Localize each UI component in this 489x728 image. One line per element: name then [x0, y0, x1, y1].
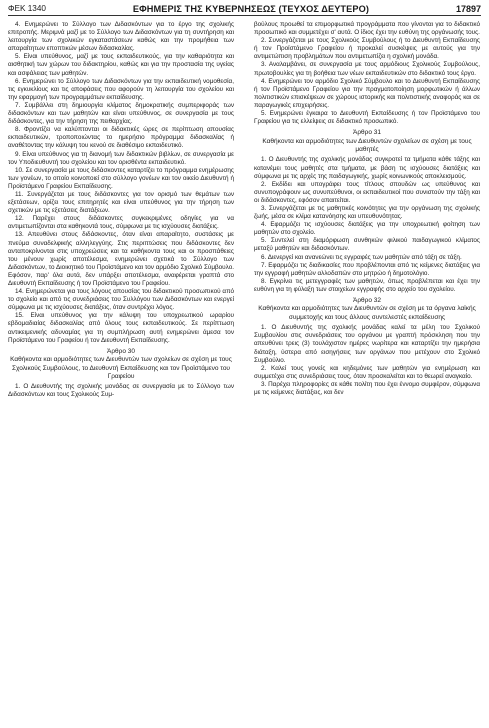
article-number: Άρθρο 31	[353, 129, 381, 137]
article-32-heading	[254, 297, 480, 322]
page-number: 17897	[455, 4, 481, 14]
paragraph: 13. Απευθύνει στους διδάσκοντες, όταν είναι απαραίτητο, συστάσεις με πνεύμα συναδελφικής αλληλεγγύης. Στις περιπτώσεις που διδάσκοντες δεν ανταποκρίνονται στις υποχρεώσεις και τα καθήκοντα τους και οι προσπάθειες του μένουν χωρίς αποτέλεσμα, ενημερώνει σχετικά το Σύλλογο των Διδασκόντων, το Διοικητικό του Προϊστάμενο και τον αρμόδιο Σχολικό Σύμβουλο. Εφόσον, παρ' όλα αυτά, δεν υπάρξει αποτέλεσμα, αναφέρεται γραπτά στο Διευθυντή Εκπαίδευσης ή τον Προϊστάμενο του Γραφείου.	[8, 231, 234, 287]
right-column	[254, 21, 480, 727]
issue-number: ΦΕΚ 1340	[8, 4, 46, 13]
paragraph: 8. Φροντίζει να καλύπτονται οι διδακτικές ώρες σε περίπτωση απουσίας εκπαιδευτικών, τροποποιώντας το ημερήσιο πρόγραμμα διδασκαλίας ή αναθέτοντας την κάλυψη του κενού σε διαθέσιμο εκπαιδευτικό.	[8, 126, 234, 150]
paragraph: 1. Ο Διευθυντής της σχολικής μονάδας σε συνεργασία με το Σύλλογο των Διδασκόντων και τους Σχολικούς Συμ-	[8, 383, 234, 399]
gazette-title: ΕΦΗΜΕΡΙΣ ΤΗΣ ΚΥΒΕΡΝΗΣΕΩΣ (ΤΕΥΧΟΣ ΔΕΥΤΕΡΟ)	[132, 4, 370, 14]
article-31-heading	[254, 129, 480, 154]
paragraph: 10. Σε συνεργασία με τους διδάσκοντες καταρτίζει το πρόγραμμα ενημέρωσης των γονέων, το οποίο κοινοποιεί στο σύλλογο γονέων και τον οικείο Διευθυντή ή Προϊστάμενο Γραφείου Εκπαίδευσης.	[8, 166, 234, 190]
paragraph: 1. Ο Διευθυντής της σχολικής μονάδας καλεί τα μέλη του Σχολικού Συμβουλίου στις συνεδριάσεις του οργάνου με γραπτή πρόσκληση που την απευθύνει τρεις (3) τουλάχιστον ημέρες νωρίτερα και καταρτίζει την ημερήσια διάταξη, ύστερα από εισηγήσεις των οργάνων που μετέχουν στο Σχολικό Συμβούλιο.	[254, 324, 480, 364]
paragraph: 1. Ο Διευθυντής της σχολικής μονάδας συγκροτεί τα τμήματα κάθε τάξης και κατανέμει τους μαθητές στα τμήματα, με βάση τις ισχύουσες διατάξεις και σύμφωνα με τις αρχές της παιδαγωγικής, χωρίς κοινωνικούς αποκλεισμούς.	[254, 156, 480, 180]
article-title: Καθήκοντα και αρμοδιότητες των Διευθυντών των σχολείων σε σχέση με τους Σχολικούς Συμβούλους, το Διευθυντή Εκπαίδευσης και τον Προϊστάμενο του Γραφείου	[10, 356, 232, 380]
paragraph: 7. Συμβάλλει στη δημιουργία κλίματος δημοκρατικής συμπεριφοράς των διδασκόντων και των μαθητών και είναι υπεύθυνος, σε συνεργασία με τους διδάσκοντες, για την τήρηση της πειθαρχίας.	[8, 101, 234, 126]
paragraph: 8. Εγκρίνει τις μετεγγραφές των μαθητών, όπως προβλέπεται και έχει την ευθύνη για τη φύλαξη των στοιχείων εγγραφής στο αρχείο του σχολείου.	[254, 277, 480, 293]
left-column	[8, 21, 234, 727]
paragraph: 5. Είναι υπεύθυνος, μαζί με τους εκπαιδευτικούς, για την καθαριότητα και αισθητική των χώρων του διδακτηρίου, καθώς και για την προστασία της υγείας και ασφάλειας των μαθητών.	[8, 53, 234, 77]
paragraph: 2. Καλεί τους γονείς και κηδεμόνες των μαθητών για ενημέρωση και συμμετέχει στις συνεδριάσεις τους, όταν προσκαλείται και το θεωρεί αναγκαίο.	[254, 364, 480, 380]
paragraph: βούλους προωθεί τα επιμορφωτικά προγράμματα που γίνονται για το διδακτικό προσωπικό και συμμετέχει σ' αυτά. Ο ίδιος έχει την ευθύνη της οργάνωσής τους.	[254, 21, 480, 37]
article-30-heading	[8, 348, 234, 382]
article-number: Άρθρο 30	[107, 347, 135, 355]
paragraph: 5. Ενημερώνει έγκαιρα το Διευθυντή Εκπαίδευσης ή τον Προϊστάμενο του Γραφείου για τις ελλείψεις σε διδακτικό προσωπικό.	[254, 110, 480, 126]
paragraph: 3. Αναλαμβάνει, σε συνεργασία με τους αρμόδιους Σχολικούς Συμβούλους, πρωτοβουλίες για τη βοήθεια των νέων εκπαιδευτικών στο διδακτικό τους έργο.	[254, 61, 480, 77]
paragraph: 5. Συντελεί στη διαμόρφωση συνθηκών φιλικού παιδαγωγικού κλίματος μεταξύ μαθητών και διδασκόντων.	[254, 237, 480, 253]
paragraph: 15. Είναι υπεύθυνος για την κάλυψη του υποχρεωτικού ωραρίου εβδομαδιαίας διδασκαλίας από όλους τους εκπαιδευτικούς. Σε περίπτωση αντικειμενικής αδυναμίας για τη συμπλήρωση αυτή ενημερώνει άμεσα τον Προϊστάμενο του Γραφείου ή τον Διευθυντή Εκπαίδευσης.	[8, 312, 234, 344]
paragraph: 3. Παρέχει πληροφορίες σε κάθε πολίτη που έχει έννομο συμφέρον, σύμφωνα με τις κείμενες διατάξεις, και δεν	[254, 380, 480, 396]
paragraph: 6. Ενημερώνει το Σύλλογο των Διδασκόντων για την εκπαιδευτική νομοθεσία, τις εγκυκλίους και τις αποφάσεις που αφορούν τη λειτουργία του σχολείου και την εφαρμογή των προγραμμάτων εκπαίδευσης.	[8, 77, 234, 101]
paragraph: 12. Παρέχει στους διδάσκοντες συγκεκριμένες οδηγίες για να αντιμετωπίζονται στα καθηκοντά τους, σύμφωνα με τις ισχύουσες διατάξεις.	[8, 215, 234, 231]
article-title: Καθήκοντα και αρμοδιότητες των Διευθυντών σχολείων σε σχέση με τους μαθητές	[262, 137, 472, 154]
page-header	[8, 2, 481, 16]
paragraph: 4. Εφαρμόζει τις ισχύουσες διατάξεις για την υποχρεωτική φοίτηση των μαθητών στο σχολείο.	[254, 221, 480, 237]
paragraph: 4. Ενημερώνει το Σύλλογο των Διδασκόντων για το έργο της σχολικής επιτροπής. Μεριμνά μαζί με το Σύλλογο των Διδασκόντων για τη συντήρηση και λειτουργία των σχολικών εγκαταστάσεων καθώς και την προμήθεια των απαραίτητων εποπτικών μέσων διδασκαλίας.	[8, 21, 234, 53]
paragraph: 3. Συνεργάζεται με τις μαθητικές κοινότητες για την οργάνωση της σχολικής ζωής, μέσα σε κλίμα κατανόησης και υπευθυνότητας.	[254, 205, 480, 221]
article-title: Καθήκοντα και αρμοδιότητες των Διευθυντών σε σχέση με τα όργανα λαϊκής συμμετοχής και τους άλλους συντελεστές εκπαίδευσης	[258, 305, 476, 321]
paragraph: 2. Εκδίδει και υπογράφει τους τίτλους σπουδών ως υπεύθυνος και συνυπογράφουν ως συνυπεύθυνοι, οι εκπαιδευτικοί που συνιστούν την τάξη και οι διδάσκοντες, εφόσον απαιτείται.	[254, 180, 480, 204]
article-number: Άρθρο 32	[353, 297, 381, 305]
paragraph: 11. Συνεργάζεται με τους διδάσκοντες για τον ορισμό των θεμάτων των εξετάσεων, ορίζει τους επιτηρητές και είναι υπεύθυνος για την τήρηση των σχετικών με τις εξετάσεις διατάξεων.	[8, 190, 234, 215]
paragraph: 14. Ενημερώνεται για τους λόγους απουσίας του διδακτικού προσωπικού από το σχολείο και από τις συνεδριάσεις του Συλλόγου των Διδασκόντων και ενεργεί σύμφωνα με τις ισχύουσες διατάξεις, όταν συντρέχει λόγος.	[8, 288, 234, 312]
paragraph: 7. Εφαρμόζει τις διαδικασίες που προβλέπονται από τις κείμενες διατάξεις για την εγγραφή μαθητών αλλοδαπών στο μητρώο ή δημοτολόγιο.	[254, 261, 480, 277]
paragraph: 6. Διενεργεί και ανανεώνει τις εγγραφές των μαθητών από τάξη σε τάξη.	[261, 253, 462, 261]
paragraph: 9. Είναι υπεύθυνος για τη διανομή των διδακτικών βιβλίων, σε συνεργασία με τον Υποδιευθυντή του σχολείου και τον ορισθέντα εκπαιδευτικό.	[8, 150, 234, 166]
paragraph: 2. Συνεργάζεται με τους Σχολικούς Συμβούλους ή το Διευθυντή Εκπαίδευσης ή τον Προϊστάμενο Γραφείου ή προκαλεί συσκέψεις με αυτούς για την αντιμετώπιση προβλημάτων που αντιμετωπίζει η σχολική μονάδα.	[254, 37, 480, 61]
paragraph: 4. Ενημερώνει τον αρμόδιο Σχολικό Σύμβουλο και το Διευθυντή Εκπαίδευσης ή τον Προϊστάμενο Γραφείου για την πραγματοποίηση μορφωτικών ή άλλων πολιτιστικών επισκέψεων σε χώρους ιστορικής και πολιτιστικής αναφοράς και σε παραγωγικές επιχειρήσεις.	[254, 77, 480, 109]
